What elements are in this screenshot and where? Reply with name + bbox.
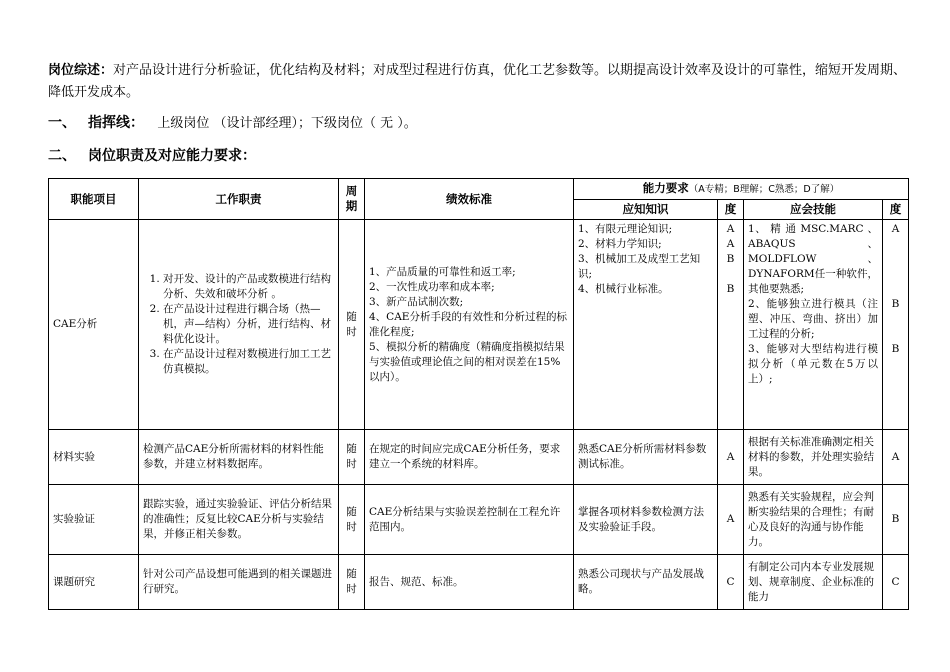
row-degree-2: A [883, 430, 909, 485]
degree-spacer [718, 267, 743, 282]
degree-item: B [726, 253, 735, 265]
section2-number: 二、 [48, 148, 76, 164]
perf-item: 5、模拟分析的精确度（精确度指模拟结果与实验值或理论值之间的相对误差在15%以内）。 [369, 340, 565, 383]
row-cycle: 随时 [339, 555, 365, 610]
knowledge-item: 2、材料力学知识; [578, 238, 662, 250]
row-knowledge [574, 220, 718, 430]
document-body [48, 60, 908, 167]
perf-item: 2、一次性成功率和成本率; [369, 280, 495, 293]
row-func: 实验验证 [49, 485, 139, 555]
header-duty: 工作职责 [139, 179, 339, 220]
degree-item: A [891, 223, 900, 235]
row-skill: 熟悉有关实验规程，应会判断实验结果的合理性；有耐心及良好的沟通与协作能力。 [744, 485, 883, 555]
knowledge-item: 4、机械行业标准。 [578, 283, 669, 295]
header-ability-note: （A专精；B理解；C熟悉；D了解） [688, 184, 840, 195]
section2-title: 岗位职责及对应能力要求： [88, 148, 256, 164]
row-skill: 根据有关标准准确测定相关材料的参数，并处理实验结果。 [744, 430, 883, 485]
row-degree-1: A [718, 430, 744, 485]
row-knowledge: 熟悉公司现状与产品发展战略。 [574, 555, 718, 610]
row-degree-2: B [883, 485, 909, 555]
row-knowledge: 熟悉CAE分析所需材料参数测试标准。 [574, 430, 718, 485]
knowledge-item: 1、有限元理论知识; [578, 223, 673, 235]
degree-spacer [883, 237, 908, 297]
skill-item: 3、能够对大型结构进行模拟分析（单元数在5万以上）; [748, 343, 878, 385]
degree-item: A [726, 223, 735, 235]
table-row [49, 430, 909, 485]
row-duty [139, 220, 339, 430]
skill-item: 1、 精 通 MSC.MARC 、ABAQUS、MOLDFLOW、DYNAFORM任一种软件，其他要熟悉; [748, 223, 878, 295]
overview-paragraph [48, 60, 908, 104]
row-perf: 报告、规范、标准。 [365, 555, 574, 610]
row-skill: 有制定公司内本专业发展规划、规章制度、企业标准的能力 [744, 555, 883, 610]
row-cycle: 随时 [339, 220, 365, 430]
row-perf: CAE分析结果与实验误差控制在工程允许范围内。 [365, 485, 574, 555]
degree-item: B [891, 298, 900, 310]
table-row [49, 485, 909, 555]
perf-item: 4、CAE分析手段的有效性和分析过程的标准化程度; [369, 310, 567, 338]
row-degree-1: A [718, 485, 744, 555]
row-knowledge: 掌握各项材料参数检测方法及实验验证手段。 [574, 485, 718, 555]
row-cycle: 随时 [339, 485, 365, 555]
section1-text: 上级岗位 （设计部经理）；下级岗位（ 无 ）。 [157, 116, 417, 131]
duty-item: 1. 对开发、设计的产品或数模进行结构分析、失效和破坏分析 。 [163, 272, 334, 302]
row-func: 材料实验 [49, 430, 139, 485]
skill-item: 2、能够独立进行模具（注塑、冲压、弯曲、挤出）加工过程的分析; [748, 298, 878, 340]
row-degree-2 [883, 220, 909, 430]
table-row [49, 220, 909, 430]
section-command-line [48, 112, 908, 135]
degree-item: A [726, 238, 735, 250]
row-perf [365, 220, 574, 430]
knowledge-item: 3、机械加工及成型工艺知识; [578, 253, 701, 280]
degree-item: B [891, 343, 900, 355]
row-degree-2: C [883, 555, 909, 610]
table-row [49, 555, 909, 610]
row-duty: 跟踪实验，通过实验验证、评估分析结果的准确性；反复比较CAE分析与实验结果，并修正相关参数。 [139, 485, 339, 555]
duty-item: 2. 在产品设计过程进行耦合场（热—机，声—结构）分析，进行结构、材料优化设计。 [163, 302, 334, 347]
row-skill [744, 220, 883, 430]
row-func: CAE分析 [49, 220, 139, 430]
row-degree-1: C [718, 555, 744, 610]
header-skill: 应会技能 [744, 200, 883, 220]
duties-table [48, 178, 909, 610]
perf-item: 3、新产品试制次数; [369, 295, 464, 308]
perf-item: 1、产品质量的可靠性和返工率; [369, 265, 516, 278]
row-func: 课题研究 [49, 555, 139, 610]
duty-item: 3. 在产品设计过程对数模进行加工工艺仿真模拟。 [163, 347, 334, 377]
header-knowledge: 应知知识 [574, 200, 718, 220]
row-perf: 在规定的时间应完成CAE分析任务，要求建立一个系统的材料库。 [365, 430, 574, 485]
row-cycle: 随时 [339, 430, 365, 485]
header-ability: 能力要求（A专精；B理解；C熟悉；D了解） [574, 179, 909, 200]
degree-item: B [726, 283, 735, 295]
header-degree-2: 度 [883, 200, 909, 220]
header-degree-1: 度 [718, 200, 744, 220]
overview-text: 对产品设计进行分析验证，优化结构及材料；对成型过程进行仿真，优化工艺参数等。以期提高设计效率及设计的可靠性，缩短开发周期、降低开发成本。 [48, 63, 907, 100]
row-duty: 检测产品CAE分析所需材料的材料性能参数，并建立材料数据库。 [139, 430, 339, 485]
section-duties [48, 145, 908, 167]
section1-number: 一、 [48, 115, 76, 131]
row-duty: 针对公司产品设想可能遇到的相关课题进行研究。 [139, 555, 339, 610]
header-perf: 绩效标准 [365, 179, 574, 220]
header-func: 职能项目 [49, 179, 139, 220]
header-cycle: 周期 [339, 179, 365, 220]
row-degree-1 [718, 220, 744, 430]
overview-label: 岗位综述： [48, 63, 114, 78]
degree-spacer [883, 312, 908, 342]
section1-title: 指挥线： [88, 115, 144, 131]
